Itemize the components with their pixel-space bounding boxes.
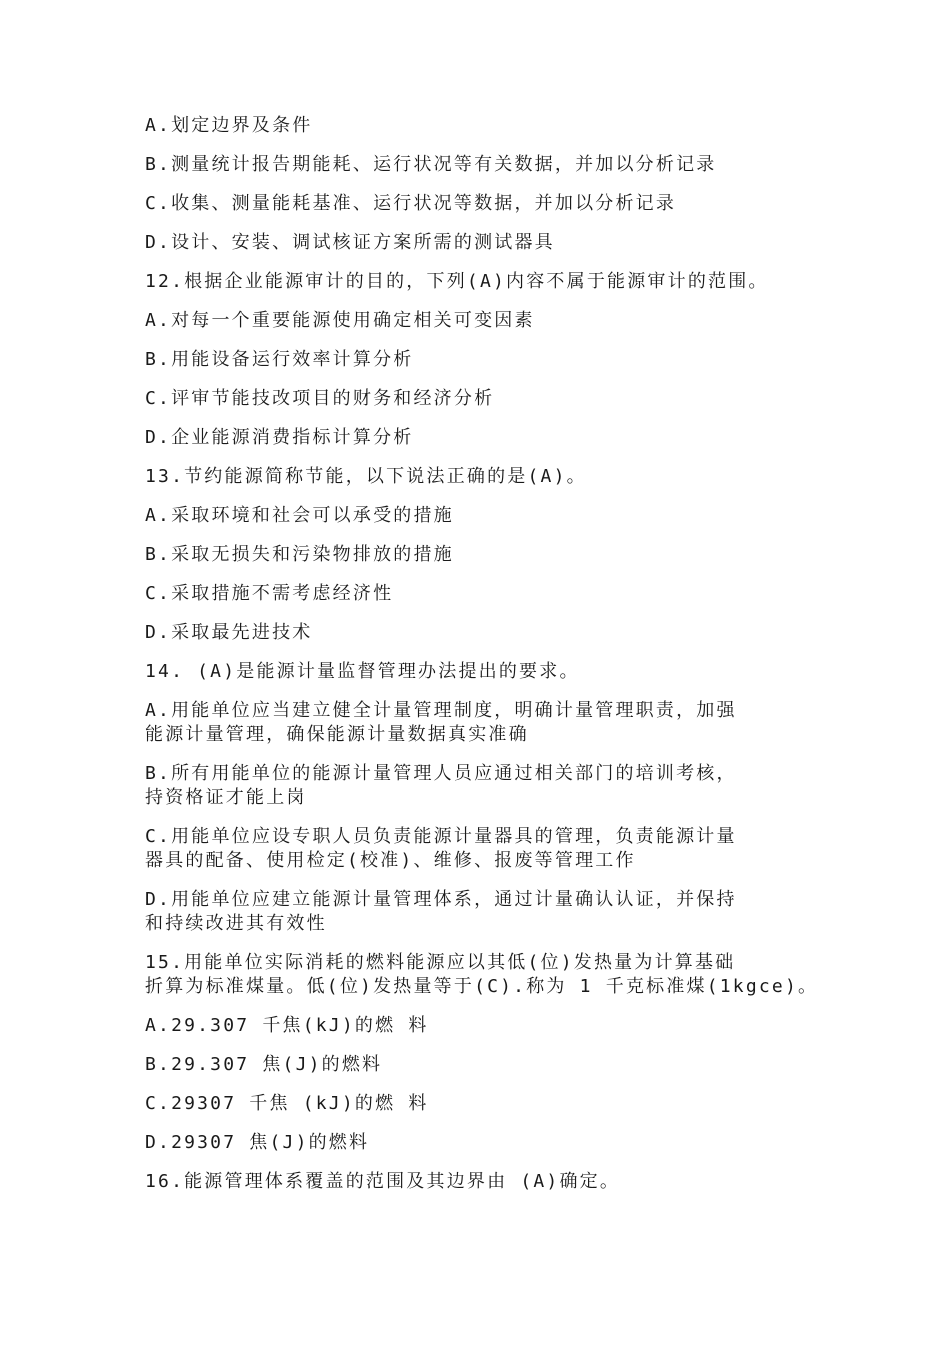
document-body <box>145 114 825 1209</box>
option-12d: D.企业能源消费指标计算分析 <box>145 427 414 448</box>
question-14: 14. (A)是能源计量监督管理办法提出的要求。 <box>145 661 580 682</box>
option-14b: B.所有用能单位的能源计量管理人员应通过相关部门的培训考核， 持资格证才能上岗 <box>145 763 737 808</box>
question-15: 15.用能单位实际消耗的燃料能源应以其低(位)发热量为计算基础 折算为标准煤量。低(位)发热量等于(C).称为 1 千克标准煤(1kgce)。 <box>145 952 819 997</box>
option-11d: D.设计、安装、调试核证方案所需的测试器具 <box>145 232 555 253</box>
question-13: 13.节约能源简称节能，以下说法正确的是(A)。 <box>145 466 587 487</box>
option-11a: A.划定边界及条件 <box>145 115 313 136</box>
option-13a: A.采取环境和社会可以承受的措施 <box>145 505 454 526</box>
option-11c: C.收集、测量能耗基准、运行状况等数据，并加以分析记录 <box>145 193 677 214</box>
question-12: 12.根据企业能源审计的目的，下列(A)内容不属于能源审计的范围。 <box>145 271 769 292</box>
option-12c: C.评审节能技改项目的财务和经济分析 <box>145 388 495 409</box>
option-15d: D.29307 焦(J)的燃料 <box>145 1132 370 1153</box>
option-13b: B.采取无损失和污染物排放的措施 <box>145 544 454 565</box>
option-12b: B.用能设备运行效率计算分析 <box>145 349 414 370</box>
option-14d: D.用能单位应建立能源计量管理体系，通过计量确认认证，并保持 和持续改进其有效性 <box>145 889 737 934</box>
question-16: 16.能源管理体系覆盖的范围及其边界由 (A)确定。 <box>145 1171 621 1192</box>
option-15c: C.29307 千焦 (kJ)的燃 料 <box>145 1093 429 1114</box>
option-11b: B.测量统计报告期能耗、运行状况等有关数据，并加以分析记录 <box>145 154 717 175</box>
option-12a: A.对每一个重要能源使用确定相关可变因素 <box>145 310 535 331</box>
option-14c: C.用能单位应设专职人员负责能源计量器具的管理，负责能源计量 器具的配备、使用检定(校准)、维修、报废等管理工作 <box>145 826 737 871</box>
option-13c: C.采取措施不需考虑经济性 <box>145 583 394 604</box>
option-15b: B.29.307 焦(J)的燃料 <box>145 1054 383 1075</box>
option-14a: A.用能单位应当建立健全计量管理制度，明确计量管理职责，加强 能源计量管理，确保能源计量数据真实准确 <box>145 700 737 745</box>
option-15a: A.29.307 千焦(kJ)的燃 料 <box>145 1015 429 1036</box>
option-13d: D.采取最先进技术 <box>145 622 313 643</box>
